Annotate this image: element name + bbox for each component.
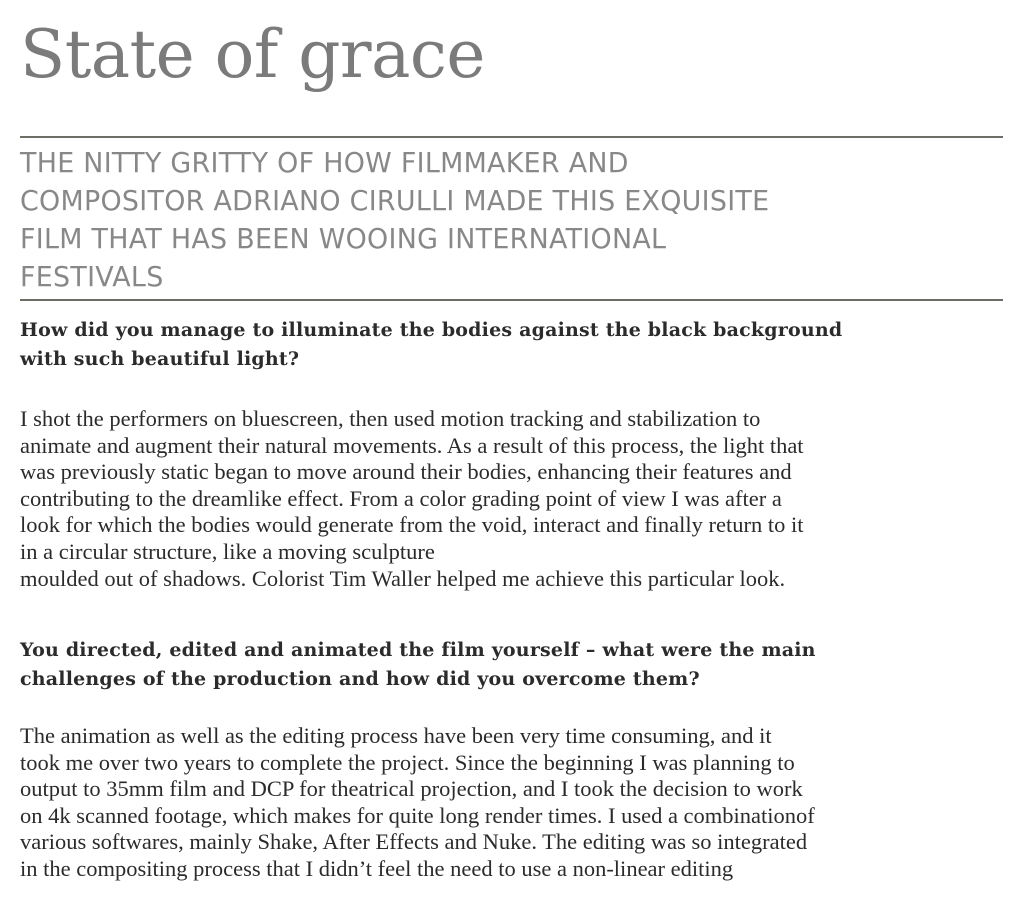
- interview-question: [20, 636, 1003, 694]
- article-title: State of grace: [20, 16, 485, 93]
- answer-line: contributing to the dreamlike effect. From a color grading point of view I was after a: [20, 485, 782, 511]
- subtitle-line: COMPOSITOR ADRIANO CIRULLI MADE THIS EXQUISITE: [20, 184, 770, 217]
- subtitle-line: FESTIVALS: [20, 260, 164, 293]
- answer-line: output to 35mm film and DCP for theatrical projection, and I took the decision to work: [20, 776, 803, 802]
- answer-line: took me over two years to complete the project. Since the beginning I was planning to: [20, 749, 795, 775]
- answer-line: animate and augment their natural movements. As a result of this process, the light that: [20, 432, 804, 458]
- divider-top: [20, 136, 1003, 138]
- interview-answer: [20, 723, 1010, 883]
- article-subtitle: [20, 144, 964, 296]
- subtitle-line: FILM THAT HAS BEEN WOOING INTERNATIONAL: [20, 222, 667, 255]
- answer-line: in a circular structure, like a moving sculpture: [20, 538, 435, 564]
- question-line: challenges of the production and how did you overcome them?: [20, 668, 700, 690]
- answer-line: moulded out of shadows. Colorist Tim Waller helped me achieve this particular look.: [20, 565, 786, 591]
- question-line: How did you manage to illuminate the bodies against the black background: [20, 319, 843, 341]
- answer-line: various softwares, mainly Shake, After Effects and Nuke. The editing was so integrated: [20, 829, 808, 855]
- answer-line: on 4k scanned footage, which makes for quite long render times. I used a combinationof: [20, 802, 815, 828]
- question-line: You directed, edited and animated the film yourself – what were the main: [20, 639, 816, 661]
- interview-question: [20, 316, 1003, 374]
- divider-bottom: [20, 299, 1003, 301]
- answer-line: in the compositing process that I didn’t feel the need to use a non-linear editing: [20, 855, 734, 881]
- answer-line: look for which the bodies would generate from the void, interact and finally return to it: [20, 512, 804, 538]
- question-line: with such beautiful light?: [20, 348, 300, 370]
- subtitle-line: THE NITTY GRITTY OF HOW FILMMAKER AND: [20, 146, 629, 179]
- answer-line: The animation as well as the editing process have been very time consuming, and it: [20, 723, 772, 748]
- interview-answer: [20, 406, 1010, 592]
- answer-line: was previously static began to move around their bodies, enhancing their features and: [20, 459, 792, 485]
- answer-line: I shot the performers on bluescreen, then used motion tracking and stabilization to: [20, 406, 761, 431]
